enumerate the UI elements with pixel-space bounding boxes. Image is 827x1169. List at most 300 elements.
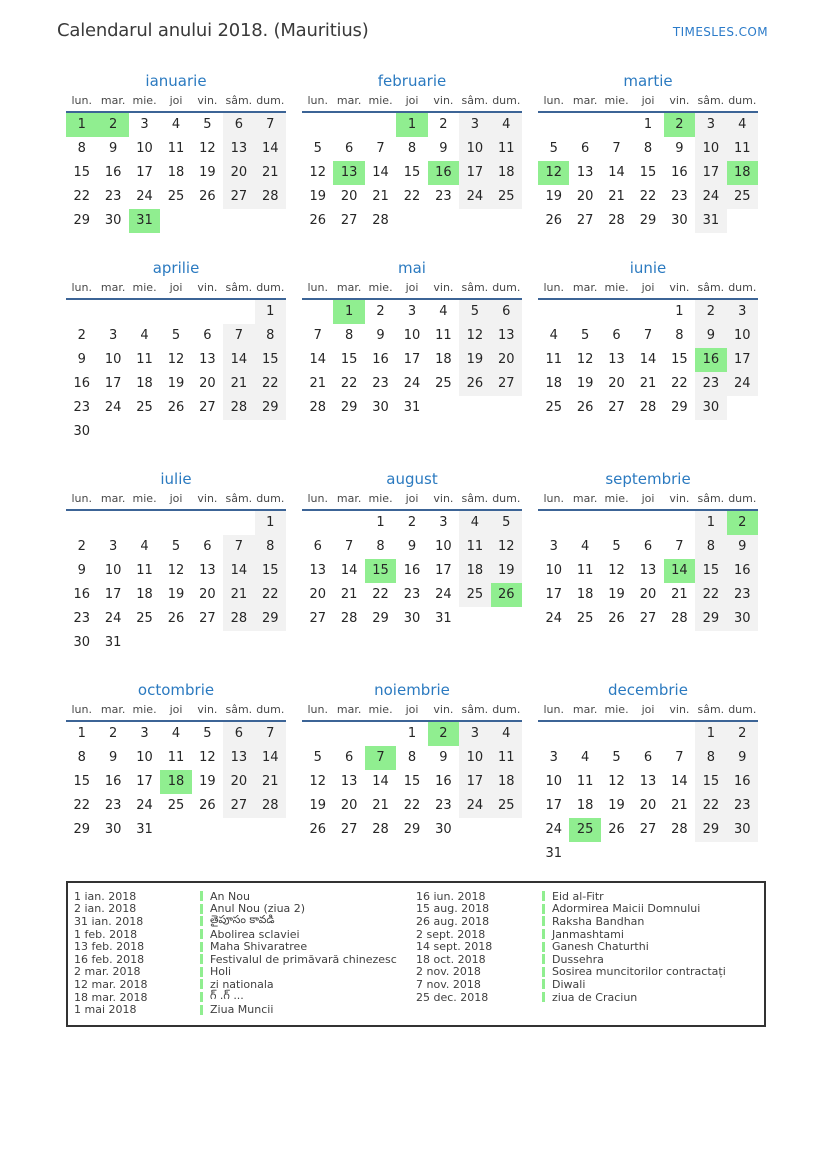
day-cell: 29 [255,396,286,420]
weekday-label: joi [169,94,183,107]
day-cell: 31 [545,846,562,861]
month-title: martie [623,72,673,90]
day-cell: 19 [199,165,216,180]
weekday-label: joi [641,703,655,716]
day-cell: 22 [695,583,726,607]
weekday-label: mie. [604,94,629,107]
day-cell: 26 [167,611,185,626]
legend-row [416,966,758,979]
legend-date: 1 feb. 2018 [74,927,138,941]
weekday-label: sâm. [461,492,489,505]
month-noiembrie [302,680,522,842]
day-cell: 30 [435,822,452,837]
weekday-label: sâm. [461,94,489,107]
day-cell: 1 [77,726,86,741]
holiday-marker [200,967,203,977]
holiday-marker [542,992,545,1002]
day-cell: 4 [171,117,181,132]
day-cell: 27 [223,185,254,209]
day-cell: 11 [136,563,153,578]
day-cell: 10 [104,352,122,367]
day-cell: 19 [309,798,326,813]
legend-row [416,940,758,953]
weekday-label: lun. [71,281,92,294]
day-cell-empty [333,722,364,746]
day-cell: 20 [491,348,522,372]
day-cell-empty [160,511,191,535]
day-cell: 15 [255,559,286,583]
day-cell: 27 [639,611,657,626]
legend-entry [542,953,604,966]
day-cell: 16 [73,587,90,602]
day-cell: 12 [167,352,185,367]
day-cell-empty [601,722,632,746]
day-cell: 18 [136,376,153,391]
legend-row [74,978,416,991]
day-cell-empty [601,511,632,535]
day-cell: 3 [439,515,448,530]
day-cell: 12 [576,352,594,367]
weekday-label: mie. [132,703,157,716]
day-cell: 29 [695,607,726,631]
legend-holiday-name: ziua de Craciun [552,990,638,1004]
day-cell: 24 [459,185,490,209]
day-cell: 3 [549,750,558,765]
weekday-label: dum. [256,703,285,716]
month-days [66,511,286,655]
day-cell: 15 [255,348,286,372]
day-cell: 7 [223,324,254,348]
day-cell-empty [223,300,254,324]
day-cell: 22 [340,376,358,391]
day-cell: 21 [255,770,286,794]
day-cell: 26 [167,400,185,415]
day-cell: 13 [639,563,657,578]
weekday-label: lun. [307,703,328,716]
day-cell: 18 [167,165,185,180]
month-title: iulie [160,470,192,488]
day-cell: 9 [407,539,417,554]
weekday-label: mar. [100,703,126,716]
legend-date: 7 nov. 2018 [416,977,481,991]
day-cell: 12 [309,165,326,180]
day-cell: 23 [73,611,90,626]
month-martie [538,71,758,233]
legend-date: 13 feb. 2018 [74,940,145,954]
day-cell-empty [302,722,333,746]
day-cell: 8 [643,141,653,156]
day-cell: 3 [695,113,726,137]
day-cell: 18 [136,587,153,602]
weekday-label: mar. [572,492,598,505]
day-cell: 26 [545,213,562,228]
day-cell: 8 [407,141,417,156]
weekday-label: mie. [604,281,629,294]
day-cell: 21 [223,372,254,396]
day-cell: 5 [313,141,322,156]
day-cell: 19 [608,587,625,602]
day-cell: 28 [223,607,254,631]
day-cell: 5 [171,539,181,554]
day-cell: 25 [545,400,562,415]
day-cell: 14 [255,137,286,161]
holiday-marker [542,916,545,926]
day-cell: 16 [403,563,421,578]
weekday-label: sâm. [697,281,725,294]
holiday-marker [542,942,545,952]
day-cell: 7 [255,722,286,746]
legend-holiday-name: Diwali [552,977,586,991]
day-cell: 29 [73,822,90,837]
day-cell: 26 [309,822,326,837]
day-cell: 22 [403,189,421,204]
day-cell: 24 [545,822,562,837]
day-cell: 16 [428,161,459,185]
day-cell: 10 [104,563,122,578]
day-cell: 11 [167,141,185,156]
day-cell: 24 [136,189,153,204]
day-cell: 3 [549,539,558,554]
day-cell: 6 [344,750,354,765]
day-cell: 26 [199,189,216,204]
legend-date: 31 ian. 2018 [74,914,144,928]
day-cell: 5 [491,511,522,535]
day-cell: 11 [167,750,185,765]
weekday-label: dum. [728,492,757,505]
legend-holiday-name: Ziua Muncii [210,1003,274,1017]
day-cell: 20 [608,376,625,391]
day-cell: 20 [309,587,326,602]
day-cell: 20 [223,770,254,794]
day-cell: 30 [727,607,758,631]
day-cell: 6 [203,539,212,554]
day-cell: 25 [727,185,758,209]
legend-holiday-name: zi nationala [210,977,274,991]
day-cell: 5 [612,750,621,765]
weekday-label: lun. [307,281,328,294]
month-title: ianuarie [145,72,207,90]
day-cell: 5 [313,750,322,765]
day-cell: 12 [608,563,625,578]
weekday-label: lun. [71,492,92,505]
month-februarie [302,71,522,233]
day-cell: 27 [309,611,326,626]
day-cell: 8 [255,324,286,348]
day-cell: 30 [727,818,758,842]
day-cell: 9 [675,141,684,156]
weekday-header-row [538,702,758,722]
day-cell: 15 [695,559,726,583]
day-cell: 28 [372,822,389,837]
day-cell: 27 [608,400,625,415]
legend-holiday-name: Sosirea muncitorilor contractați [552,965,726,979]
calendar-grid [66,71,758,866]
weekday-label: dum. [256,492,285,505]
weekday-label: mie. [368,94,393,107]
weekday-label: dum. [492,703,521,716]
weekday-label: lun. [543,281,564,294]
legend-row [416,915,758,928]
legend-row [74,953,416,966]
weekday-label: mar. [336,492,362,505]
day-cell: 8 [675,328,684,343]
day-cell: 9 [727,535,758,559]
day-cell: 24 [459,794,490,818]
month-title: mai [398,259,426,277]
day-cell: 23 [671,189,688,204]
day-cell: 11 [727,137,758,161]
holiday-marker [200,954,203,964]
day-cell-empty [569,300,600,324]
weekday-label: lun. [71,94,92,107]
day-cell: 19 [167,587,185,602]
day-cell: 20 [199,376,216,391]
day-cell: 17 [545,587,562,602]
day-cell: 12 [199,141,216,156]
weekday-label: mie. [368,703,393,716]
day-cell: 2 [727,511,758,535]
day-cell: 13 [333,161,364,185]
weekday-header-row [538,280,758,300]
legend-row [416,903,758,916]
day-cell: 18 [160,770,191,794]
weekday-label: mie. [368,492,393,505]
weekday-label: mar. [572,281,598,294]
day-cell: 20 [639,798,657,813]
day-cell: 14 [639,352,657,367]
weekday-label: joi [641,94,655,107]
day-cell: 1 [255,511,286,535]
day-cell: 25 [459,583,490,607]
day-cell: 23 [104,189,122,204]
weekday-label: sâm. [225,281,253,294]
day-cell-empty [129,511,160,535]
day-cell: 4 [140,328,149,343]
day-cell: 29 [695,818,726,842]
legend-date: 14 sept. 2018 [416,940,493,954]
day-cell: 15 [73,165,90,180]
day-cell: 9 [108,750,118,765]
day-cell: 1 [255,300,286,324]
day-cell: 28 [223,396,254,420]
month-days [302,722,522,842]
day-cell: 19 [545,189,562,204]
day-cell-empty [664,722,695,746]
day-cell: 5 [549,141,558,156]
legend-date: 1 ian. 2018 [74,889,137,903]
day-cell: 23 [104,798,122,813]
legend-holiday-name: Eid al-Fitr [552,889,604,903]
day-cell: 6 [203,328,212,343]
day-cell: 12 [167,563,185,578]
day-cell-empty [302,300,333,324]
day-cell: 3 [459,113,490,137]
weekday-label: lun. [71,703,92,716]
month-days [66,722,286,842]
day-cell: 12 [538,161,569,185]
day-cell: 27 [199,400,216,415]
day-cell: 13 [576,165,594,180]
day-cell: 15 [340,352,358,367]
day-cell: 1 [66,113,97,137]
day-cell: 22 [372,587,389,602]
month-septembrie [538,469,758,631]
site-link[interactable]: TIMESLES.COM [672,25,768,39]
day-cell: 22 [695,794,726,818]
day-cell-empty [223,511,254,535]
day-cell: 9 [376,328,385,343]
day-cell: 6 [491,300,522,324]
day-cell: 23 [403,587,421,602]
day-cell: 26 [576,400,594,415]
legend-column [416,890,758,1003]
day-cell: 24 [104,400,122,415]
holiday-marker [200,916,203,926]
day-cell: 16 [372,352,389,367]
day-cell: 4 [491,113,522,137]
day-cell: 5 [580,328,590,343]
day-cell: 7 [313,328,322,343]
weekday-header-row [302,93,522,113]
day-cell: 12 [199,750,216,765]
legend-holiday-name: Holi [210,965,232,979]
day-cell: 7 [643,328,653,343]
day-cell: 17 [104,376,122,391]
month-title: noiembrie [374,681,450,699]
day-cell-empty [538,300,569,324]
day-cell: 1 [643,117,653,132]
month-title: octombrie [137,681,215,699]
day-cell: 12 [491,535,522,559]
day-cell: 5 [203,726,212,741]
day-cell: 27 [340,822,358,837]
day-cell: 18 [576,587,594,602]
weekday-label: sâm. [697,703,725,716]
month-ianuarie [66,71,286,233]
day-cell: 8 [407,750,417,765]
day-cell: 25 [136,400,153,415]
day-cell: 18 [491,770,522,794]
month-iulie [66,469,286,655]
day-cell: 23 [727,794,758,818]
day-cell: 25 [167,189,185,204]
day-cell: 19 [167,376,185,391]
day-cell: 1 [695,722,726,746]
day-cell: 14 [372,165,389,180]
weekday-header-row [538,491,758,511]
day-cell: 22 [671,376,688,391]
day-cell: 25 [569,818,600,842]
day-cell: 21 [255,161,286,185]
day-cell: 17 [435,563,452,578]
day-cell: 7 [675,539,684,554]
day-cell: 16 [73,376,90,391]
legend-entry [200,1003,273,1016]
legend-holiday-name: Anul Nou (ziua 2) [210,902,306,916]
day-cell: 17 [403,352,421,367]
month-august [302,469,522,631]
legend-entry [200,953,397,966]
day-cell: 19 [199,774,216,789]
day-cell: 10 [136,750,153,765]
day-cell: 18 [545,376,562,391]
day-cell: 3 [407,304,417,319]
day-cell: 28 [671,611,688,626]
day-cell: 27 [199,611,216,626]
day-cell: 2 [439,117,448,132]
day-cell: 17 [459,770,490,794]
day-cell: 24 [403,376,421,391]
day-cell: 17 [136,774,153,789]
day-cell: 29 [403,822,421,837]
day-cell: 8 [77,141,86,156]
day-cell: 5 [612,539,621,554]
day-cell: 4 [580,750,590,765]
weekday-label: lun. [543,94,564,107]
day-cell-empty [632,722,663,746]
day-cell: 21 [223,583,254,607]
day-cell: 17 [136,165,153,180]
weekday-label: joi [405,281,419,294]
day-cell: 3 [140,117,149,132]
day-cell: 17 [727,348,758,372]
day-cell: 30 [372,400,389,415]
legend-entry [542,991,637,1004]
day-cell: 27 [340,213,358,228]
day-cell-empty [538,113,569,137]
day-cell: 13 [608,352,625,367]
day-cell: 18 [727,161,758,185]
day-cell: 24 [136,798,153,813]
legend-row [416,978,758,991]
day-cell: 14 [372,774,389,789]
day-cell: 17 [459,161,490,185]
day-cell: 23 [372,376,389,391]
legend-entry [542,915,644,928]
day-cell: 27 [639,822,657,837]
day-cell: 9 [108,141,118,156]
weekday-header-row [302,280,522,300]
day-cell: 9 [439,750,448,765]
day-cell-empty [538,722,569,746]
legend-row [416,991,758,1004]
day-cell: 26 [491,583,522,607]
day-cell: 14 [223,348,254,372]
day-cell: 9 [77,352,86,367]
day-cell: 4 [439,304,448,319]
weekday-label: vin. [433,703,454,716]
day-cell-empty [569,511,600,535]
day-cell: 10 [695,137,726,161]
day-cell: 29 [255,607,286,631]
day-cell: 31 [695,209,726,233]
day-cell: 11 [545,352,562,367]
day-cell: 1 [675,304,684,319]
weekday-label: vin. [433,94,454,107]
day-cell: 21 [340,587,358,602]
day-cell-empty [160,300,191,324]
legend-holiday-name: Maha Shivaratree [210,940,308,954]
day-cell: 30 [104,822,122,837]
legend-holiday-name: తైపూసం కావడి [210,913,275,927]
day-cell: 13 [309,563,326,578]
weekday-header-row [302,702,522,722]
day-cell: 3 [459,722,490,746]
day-cell-empty [333,511,364,535]
day-cell: 1 [695,511,726,535]
day-cell-empty [569,113,600,137]
day-cell: 2 [97,113,128,137]
